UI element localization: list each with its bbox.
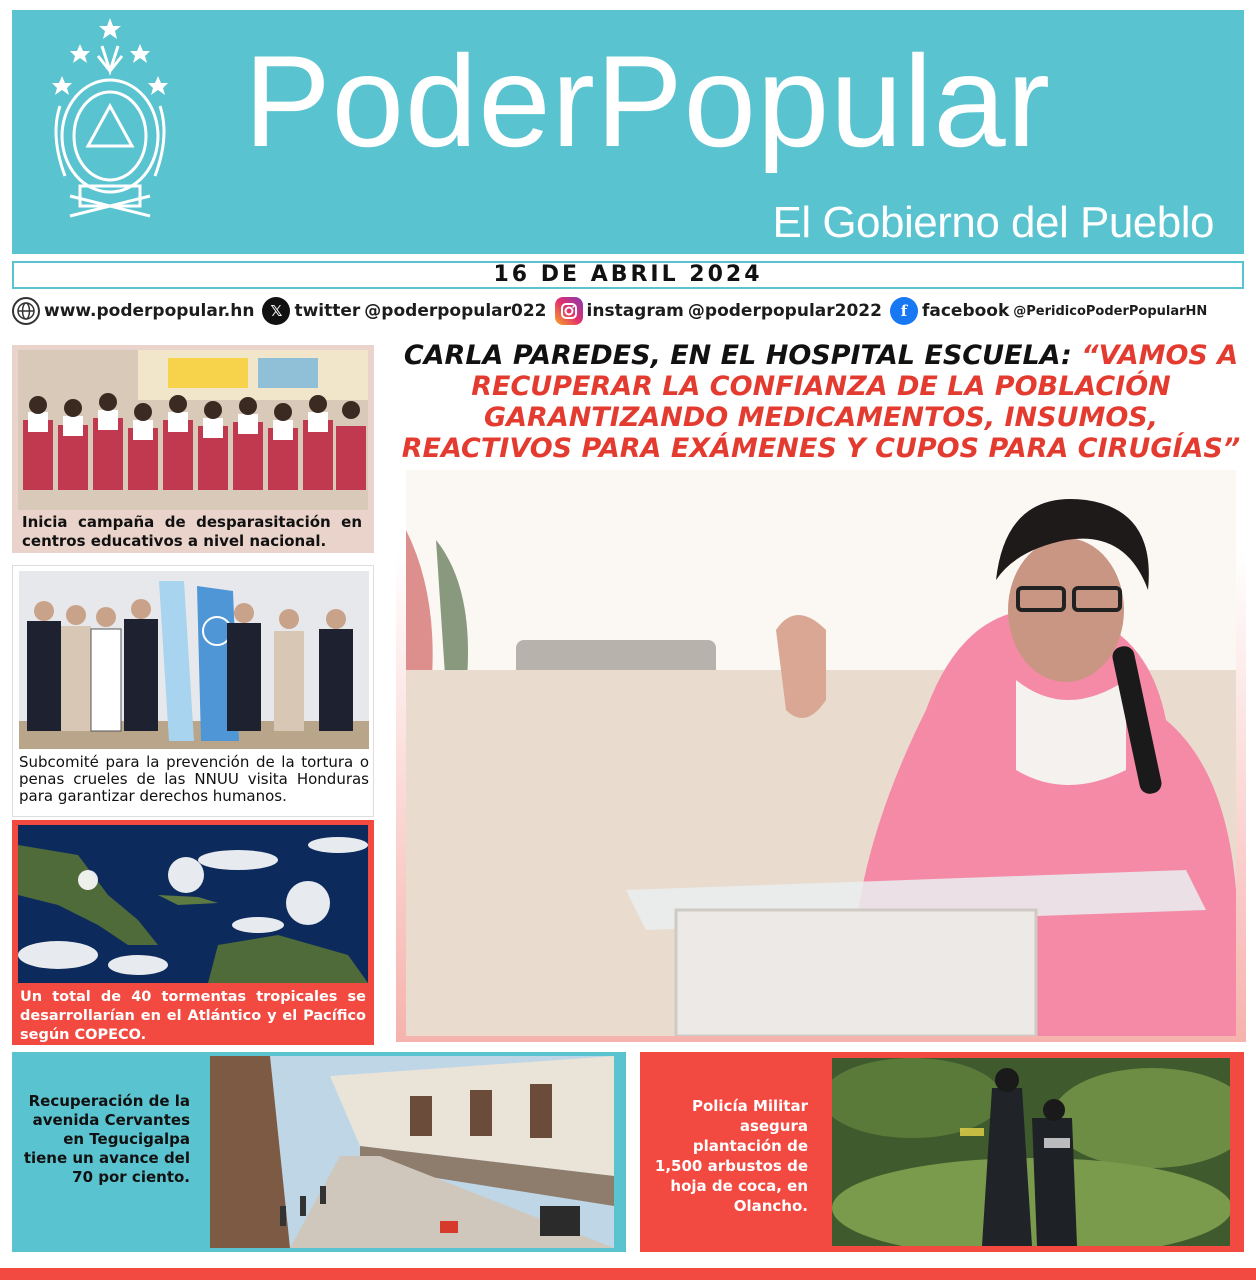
facebook-link[interactable] <box>890 297 1207 325</box>
side-story-tropical-storms[interactable] <box>12 820 374 1045</box>
story-caption: Un total de 40 tormentas tropicales se desarrollarían en el Atlántico y el Pacífico según COPECO. <box>20 989 366 1043</box>
social-links-bar <box>12 296 1256 326</box>
headline-quote: “VAMOS A RECUPERAR LA CONFIANZA DE LA POBLACIÓN GARANTIZANDO MEDICAMENTOS, INSUMOS, REACTIVOS PARA EXÁMENES Y CUPOS PARA CIRUGÍAS” <box>401 340 1241 464</box>
story-caption: Subcomité para la prevención de la tortura o penas crueles de las NNUU visita Honduras para garantizar derechos humanos. <box>19 753 369 805</box>
instagram-label: instagram <box>586 301 684 321</box>
side-story-deworming[interactable] <box>12 345 374 553</box>
bottom-story-cervantes[interactable] <box>12 1052 626 1252</box>
avenue-cervantes-photo <box>210 1056 614 1248</box>
story-caption: Recuperación de la avenida Cervantes en Tegucigalpa tiene un avance del 70 por ciento. <box>23 1092 190 1186</box>
main-headline <box>396 340 1246 464</box>
main-story[interactable] <box>396 338 1246 1042</box>
instagram-link[interactable] <box>555 297 882 325</box>
date-bar <box>12 261 1244 289</box>
website-link[interactable] <box>12 297 254 325</box>
masthead-subtitle: El Gobierno del Pueblo <box>772 198 1214 247</box>
headline-lead: CARLA PAREDES, EN EL HOSPITAL ESCUELA: <box>403 340 1082 371</box>
schoolchildren-photo <box>18 350 368 510</box>
twitter-label: twitter <box>294 301 361 321</box>
bottom-story-coca-plantation[interactable] <box>640 1052 1244 1252</box>
facebook-label: facebook <box>921 301 1010 321</box>
military-police-photo <box>832 1058 1230 1246</box>
twitter-handle: @poderpopular022 <box>364 301 547 321</box>
issue-date: 16 DE ABRIL 2024 <box>493 262 763 287</box>
satellite-storm-photo <box>18 825 368 983</box>
un-delegation-photo <box>19 571 369 749</box>
masthead-title: PoderPopular <box>244 28 1051 174</box>
honduras-coat-of-arms-icon <box>40 16 180 236</box>
instagram-icon <box>555 297 583 325</box>
story-caption: Inicia campaña de desparasitación en centros educativos a nivel nacional. <box>22 513 362 550</box>
footer-stripe <box>0 1268 1256 1280</box>
twitter-link[interactable] <box>262 297 546 325</box>
globe-icon <box>12 297 40 325</box>
story-caption: Policía Militar asegura plantación de 1,500 arbustos de hoja de coca, en Olancho. <box>654 1097 808 1215</box>
website-url: www.poderpopular.hn <box>44 301 255 321</box>
x-logo-icon: 𝕏 <box>262 297 290 325</box>
facebook-icon: f <box>890 297 918 325</box>
masthead <box>12 10 1244 254</box>
minister-speaking-photo <box>406 470 1236 1036</box>
facebook-handle: @PeridicoPoderPopularHN <box>1013 303 1208 319</box>
side-story-un-subcommittee[interactable] <box>12 565 374 817</box>
instagram-handle: @poderpopular2022 <box>687 301 882 321</box>
